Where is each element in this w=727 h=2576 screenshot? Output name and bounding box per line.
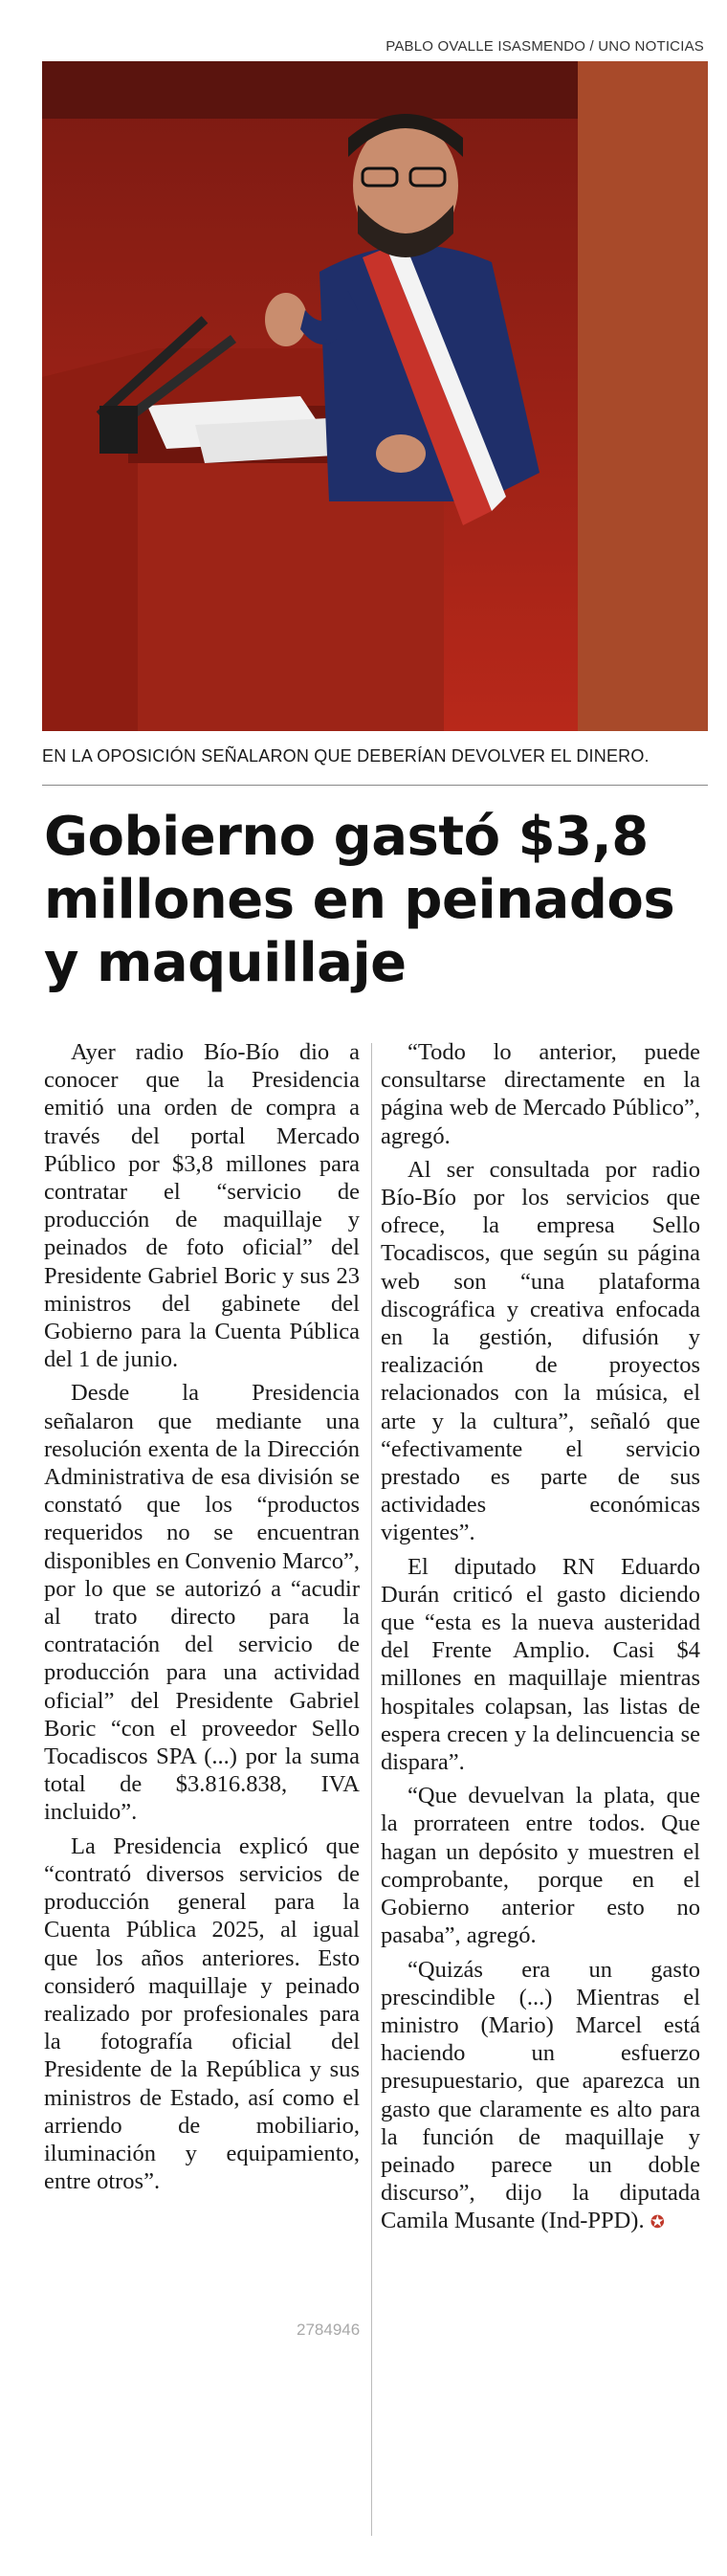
headline: Gobierno gastó $3,8 millones en peinados y maquillaje bbox=[44, 806, 675, 994]
caption-rule bbox=[42, 785, 708, 786]
paragraph: El diputado RN Eduardo Durán criticó el gasto diciendo que “esta es la nueva austeridad del Frente Amplio. Casi $4 millones en maquillaje mientras hospitales colapsan, las listas de espera crecen y la delincuencia se dispara”. bbox=[381, 1553, 700, 1776]
article-column-right bbox=[381, 1038, 700, 2243]
paragraph: Ayer radio Bío-Bío dio a conocer que la Presidencia emitió una orden de compra a través del portal Mercado Público por $3,8 millones para contratar el “servicio de producción de maquillaje y peinados de foto oficial” del Presidente Gabriel Boric y sus 23 ministros del gabinete del Gobierno para la Cuenta Pública del 1 de junio. bbox=[44, 1039, 360, 1373]
paragraph-text: “Quizás era un gasto prescindible (...) Mientras el ministro (Mario) Marcel está haciendo un esfuerzo presupuestario, que aparezca un gasto que claramente es alto para la función de maquillaje y peinado parece un doble discurso”, dijo la diputada Camila Musante (Ind-PPD). bbox=[381, 1956, 700, 2234]
paragraph: “Que devuelvan la plata, que la prorrateen entre todos. Que hagan un depósito y muestren el comprobante, porque en el Gobierno anterior esto no pasaba”, agregó. bbox=[381, 1783, 700, 1949]
article-photo bbox=[42, 61, 708, 731]
photo-credit: PABLO OVALLE ISASMENDO / UNO NOTICIAS bbox=[386, 38, 704, 55]
end-of-article-icon: ✪ bbox=[650, 2212, 665, 2232]
paragraph: Al ser consultada por radio Bío-Bío por los servicios que ofrece, la empresa Sello Tocadiscos, que según su página web son “una plataforma discográfica y creativa enfocada en la gestión, difusión y realización de proyectos relacionados con la música, el arte y la cultura”, señaló que “efectivamente el servicio prestado es parte de sus actividades económicas vigentes”. bbox=[381, 1156, 700, 1546]
paragraph bbox=[381, 1956, 700, 2237]
paragraph: La Presidencia explicó que “contrató diversos servicios de producción general para la Cuenta Pública 2025, al igual que los años anteriores. Esto consideró maquillaje y peinado realizado por profesionales para la fotografía oficial del Presidente de la República y sus ministros de Estado, así como el arriendo de mobiliario, iluminación y equipamiento, entre otros”. bbox=[44, 1832, 360, 2195]
paragraph: “Todo lo anterior, puede consultarse directamente en la página web de Mercado Público”, agregó. bbox=[381, 1039, 700, 1149]
photo-caption: EN LA OPOSICIÓN SEÑALARON QUE DEBERÍAN DEVOLVER EL DINERO. bbox=[42, 746, 650, 766]
column-divider bbox=[371, 1043, 372, 2536]
watermark: 2784946 bbox=[297, 2321, 361, 2339]
article-column-left bbox=[44, 1038, 360, 2201]
paragraph: Desde la Presidencia señalaron que mediante una resolución exenta de la Dirección Administrativa de esa división se constató que los “productos requeridos no se encuentran disponibles en Convenio Marco”, por lo que se autorizó a “acudir al trato directo para la contratación del servicio de producción para una actividad oficial” del Presidente Gabriel Boric “con el proveedor Sello Tocadiscos SPA (...) por la suma total de $3.816.838, IVA incluido”. bbox=[44, 1380, 360, 1826]
